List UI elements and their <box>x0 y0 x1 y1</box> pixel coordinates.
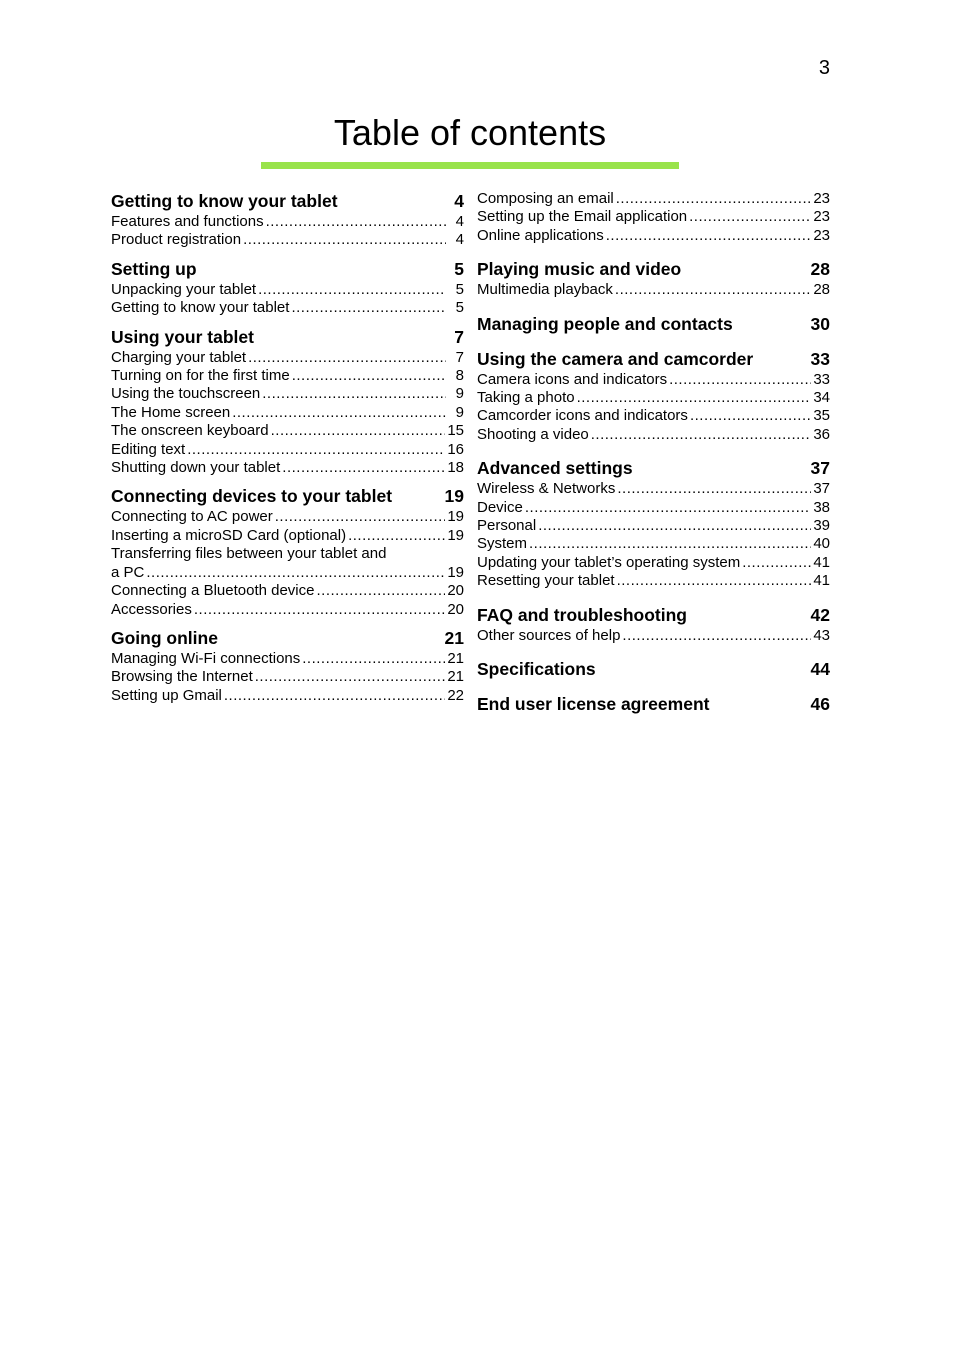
toc-entry-page: 41 <box>813 572 830 590</box>
toc-entry-page: 18 <box>447 459 464 477</box>
dot-leader <box>266 213 446 231</box>
dot-leader <box>525 499 811 517</box>
toc-entry[interactable] <box>111 422 464 440</box>
dot-leader <box>316 582 445 600</box>
toc-chapter-title: FAQ and troubleshooting <box>477 604 687 625</box>
dot-leader <box>292 367 446 385</box>
toc-entry-label: a PC <box>111 563 145 581</box>
toc-section-continued <box>477 190 830 245</box>
toc-entry-page: 7 <box>455 348 464 366</box>
toc-entry-page: 5 <box>455 280 464 298</box>
toc-chapter-title: Advanced settings <box>477 458 633 479</box>
toc-entry[interactable] <box>111 349 464 367</box>
toc-entry-label: Connecting a Bluetooth device <box>111 582 315 600</box>
toc-chapter-title: End user license agreement <box>477 694 710 715</box>
toc-chapter-title: Using your tablet <box>111 326 254 347</box>
toc-entry-label: Connecting to AC power <box>111 508 273 526</box>
toc-entry[interactable] <box>111 508 464 526</box>
toc-chapter[interactable] <box>111 326 464 348</box>
toc-entry-label: The Home screen <box>111 403 231 421</box>
toc-section <box>477 313 830 335</box>
toc-entry[interactable] <box>111 299 464 317</box>
toc-entry[interactable] <box>111 231 464 249</box>
dot-leader <box>282 459 445 477</box>
toc-entry-page: 34 <box>813 389 830 407</box>
page-number: 3 <box>818 57 830 79</box>
toc-entry-page: 20 <box>447 600 464 618</box>
dot-leader <box>243 231 446 249</box>
dot-leader <box>275 508 446 526</box>
toc-entry-label: Shutting down your tablet <box>111 459 281 477</box>
toc-entry-page: 5 <box>455 299 464 317</box>
toc-chapter-page: 28 <box>810 259 830 280</box>
toc-section <box>477 658 830 680</box>
toc-chapter[interactable] <box>111 258 464 280</box>
toc-chapter[interactable] <box>477 313 830 335</box>
dot-leader <box>194 601 445 619</box>
toc-entry-label: Getting to know your tablet <box>111 299 290 317</box>
toc-entry-label: Camera icons and indicators <box>477 370 668 388</box>
toc-entry[interactable] <box>111 601 464 619</box>
toc-entry[interactable] <box>477 535 830 553</box>
toc-entry[interactable] <box>111 650 464 668</box>
toc-entry-page: 4 <box>455 231 464 249</box>
toc-section <box>111 485 464 618</box>
dot-leader <box>271 422 446 440</box>
dot-leader <box>622 627 811 645</box>
toc-chapter-title: Going online <box>111 627 218 648</box>
toc-section <box>477 693 830 715</box>
toc-entry[interactable] <box>477 407 830 425</box>
toc-chapter-title: Setting up <box>111 258 197 279</box>
toc-entry-page: 36 <box>813 425 830 443</box>
toc-entry-label: Shooting a video <box>477 425 589 443</box>
toc-entry-page: 23 <box>813 208 830 226</box>
toc-chapter[interactable] <box>477 348 830 370</box>
dot-leader <box>529 535 811 553</box>
toc-entry-page: 15 <box>447 422 464 440</box>
toc-entry[interactable] <box>477 517 830 535</box>
toc-right-column <box>477 190 830 716</box>
toc-chapter[interactable] <box>111 190 464 212</box>
toc-entry[interactable] <box>111 668 464 686</box>
toc-entry[interactable] <box>477 426 830 444</box>
toc-entry-label: Accessories <box>111 600 192 618</box>
page-title: Table of contents <box>333 112 607 153</box>
dot-leader <box>187 441 445 459</box>
toc-chapter-page: 46 <box>810 694 830 715</box>
toc-entry-label: Charging your tablet <box>111 348 247 366</box>
toc-entry[interactable] <box>477 499 830 517</box>
toc-chapter[interactable] <box>477 457 830 479</box>
toc-entry-page: 9 <box>455 385 464 403</box>
toc-entry-page: 35 <box>813 407 830 425</box>
dot-leader <box>262 385 446 403</box>
dot-leader <box>616 190 812 208</box>
toc-entry[interactable] <box>111 213 464 231</box>
toc-entry-page: 41 <box>813 553 830 571</box>
toc-entry-page: 38 <box>813 498 830 516</box>
toc-entry-page: 40 <box>813 535 830 553</box>
toc-entry-page: 21 <box>447 668 464 686</box>
toc-chapter-title: Getting to know your tablet <box>111 191 338 211</box>
dot-leader <box>248 349 446 367</box>
dot-leader <box>606 227 812 245</box>
toc-entry-page: 21 <box>447 649 464 667</box>
toc-entry-page: 8 <box>455 367 464 385</box>
dot-leader <box>742 554 811 572</box>
toc-entry[interactable] <box>477 281 830 299</box>
dot-leader <box>669 371 811 389</box>
dot-leader <box>291 299 446 317</box>
toc-entry[interactable] <box>111 281 464 299</box>
toc-entry[interactable] <box>111 404 464 422</box>
toc-chapter-page: 30 <box>810 313 830 334</box>
toc-section <box>477 457 830 590</box>
toc-entry-page: 16 <box>447 440 464 458</box>
toc-entry-label: Transferring files between your tablet and <box>111 545 387 563</box>
toc-entry[interactable] <box>477 190 830 208</box>
dot-leader <box>690 407 811 425</box>
toc-chapter[interactable] <box>477 693 830 715</box>
toc-entry[interactable] <box>477 627 830 645</box>
toc-chapter[interactable] <box>477 658 830 680</box>
toc-chapter[interactable] <box>477 604 830 626</box>
toc-chapter-page: 37 <box>810 458 830 479</box>
dot-leader <box>232 404 446 422</box>
toc-entry-label: Online applications <box>477 226 604 244</box>
toc-entry-label: Multimedia playback <box>477 281 613 299</box>
toc-entry-page: 28 <box>813 281 830 299</box>
dot-leader <box>538 517 811 535</box>
toc-entry-page: 23 <box>813 190 830 207</box>
toc-section <box>477 258 830 299</box>
toc-entry-label: Product registration <box>111 231 242 249</box>
toc-entry[interactable] <box>111 441 464 459</box>
dot-leader <box>689 208 811 226</box>
toc-entry[interactable] <box>111 459 464 477</box>
toc-entry-page: 4 <box>455 213 464 230</box>
title-underline <box>261 162 679 169</box>
toc-chapter-title: Specifications <box>477 659 596 680</box>
toc-section <box>477 348 830 445</box>
toc-entry-label: Using the touchscreen <box>111 385 261 403</box>
toc-chapter-title: Using the camera and camcorder <box>477 348 754 369</box>
dot-leader <box>258 281 446 299</box>
toc-entry-label: Unpacking your tablet <box>111 280 257 298</box>
toc-entry-label: Camcorder icons and indicators <box>477 407 688 425</box>
toc-entry-page: 19 <box>447 508 464 526</box>
toc-entry-label: Resetting your tablet <box>477 572 615 590</box>
toc-entry-page: 19 <box>447 526 464 544</box>
toc-entry-page: 39 <box>813 517 830 535</box>
toc-entry[interactable] <box>111 687 464 705</box>
toc-section <box>477 604 830 645</box>
toc-chapter[interactable] <box>111 627 464 649</box>
toc-chapter-page: 4 <box>454 191 464 211</box>
toc-entry-label: Updating your tablet’s operating system <box>477 553 741 571</box>
toc-chapter-title: Connecting devices to your tablet <box>111 486 393 507</box>
dot-leader <box>615 281 811 299</box>
toc-entry[interactable] <box>111 545 464 563</box>
toc-chapter-title: Playing music and video <box>477 259 682 280</box>
dot-leader <box>617 572 812 590</box>
toc-section <box>111 258 464 318</box>
dot-leader <box>348 527 445 545</box>
dot-leader <box>591 426 812 444</box>
dot-leader <box>224 687 445 705</box>
toc-section <box>111 627 464 705</box>
toc-entry-label: Other sources of help <box>477 626 621 644</box>
toc-section <box>111 326 464 478</box>
toc-entry-label: Editing text <box>111 440 186 458</box>
dot-leader <box>255 668 446 686</box>
toc-entry-label: Personal <box>477 517 537 535</box>
toc-left-column <box>111 190 464 705</box>
toc-chapter-page: 44 <box>810 659 830 680</box>
dot-leader <box>302 650 445 668</box>
toc-entry-label: Composing an email <box>477 190 614 207</box>
toc-entry[interactable] <box>111 367 464 385</box>
toc-entry-label: Setting up Gmail <box>111 686 222 704</box>
toc-entry[interactable] <box>477 389 830 407</box>
toc-chapter-page: 42 <box>810 604 830 625</box>
toc-entry-label: The onscreen keyboard <box>111 422 269 440</box>
toc-entry-label: Taking a photo <box>477 389 575 407</box>
dot-leader <box>617 480 811 498</box>
toc-chapter-page: 21 <box>444 627 464 648</box>
dot-leader <box>146 564 445 582</box>
toc-chapter[interactable] <box>111 485 464 507</box>
toc-entry-label: Inserting a microSD Card (optional) <box>111 526 347 544</box>
toc-entry[interactable] <box>111 527 464 545</box>
toc-entry[interactable] <box>477 371 830 389</box>
toc-section <box>111 190 464 250</box>
toc-entry-label: Turning on for the first time <box>111 367 290 385</box>
toc-chapter-page: 33 <box>810 348 830 369</box>
toc-entry-page: 37 <box>813 480 830 498</box>
toc-chapter-page: 5 <box>454 258 464 279</box>
toc-entry-page: 33 <box>813 370 830 388</box>
toc-chapter-page: 7 <box>454 326 464 347</box>
toc-entry[interactable] <box>111 582 464 600</box>
toc-entry-label: Features and functions <box>111 213 264 230</box>
toc-chapter[interactable] <box>477 258 830 280</box>
toc-entry-page: 20 <box>447 582 464 600</box>
toc-entry-page: 23 <box>813 226 830 244</box>
toc-entry[interactable] <box>477 554 830 572</box>
dot-leader <box>577 389 812 407</box>
toc-entry[interactable] <box>477 480 830 498</box>
toc-entry-continuation[interactable] <box>111 564 464 582</box>
toc-entry[interactable] <box>477 572 830 590</box>
toc-entry-label: Browsing the Internet <box>111 668 253 686</box>
toc-chapter-page: 19 <box>444 486 464 507</box>
toc-entry[interactable] <box>477 208 830 226</box>
toc-entry-page: 22 <box>447 686 464 704</box>
toc-entry-label: Wireless & Networks <box>477 480 616 498</box>
toc-entry[interactable] <box>111 385 464 403</box>
toc-entry-label: System <box>477 535 528 553</box>
toc-entry-label: Managing Wi-Fi connections <box>111 649 301 667</box>
toc-entry-page: 9 <box>455 403 464 421</box>
toc-entry-page: 19 <box>447 563 464 581</box>
toc-entry-page: 43 <box>813 626 830 644</box>
toc-chapter-title: Managing people and contacts <box>477 313 733 334</box>
toc-entry-label: Device <box>477 498 523 516</box>
toc-entry-label: Setting up the Email application <box>477 208 688 226</box>
toc-entry[interactable] <box>477 227 830 245</box>
